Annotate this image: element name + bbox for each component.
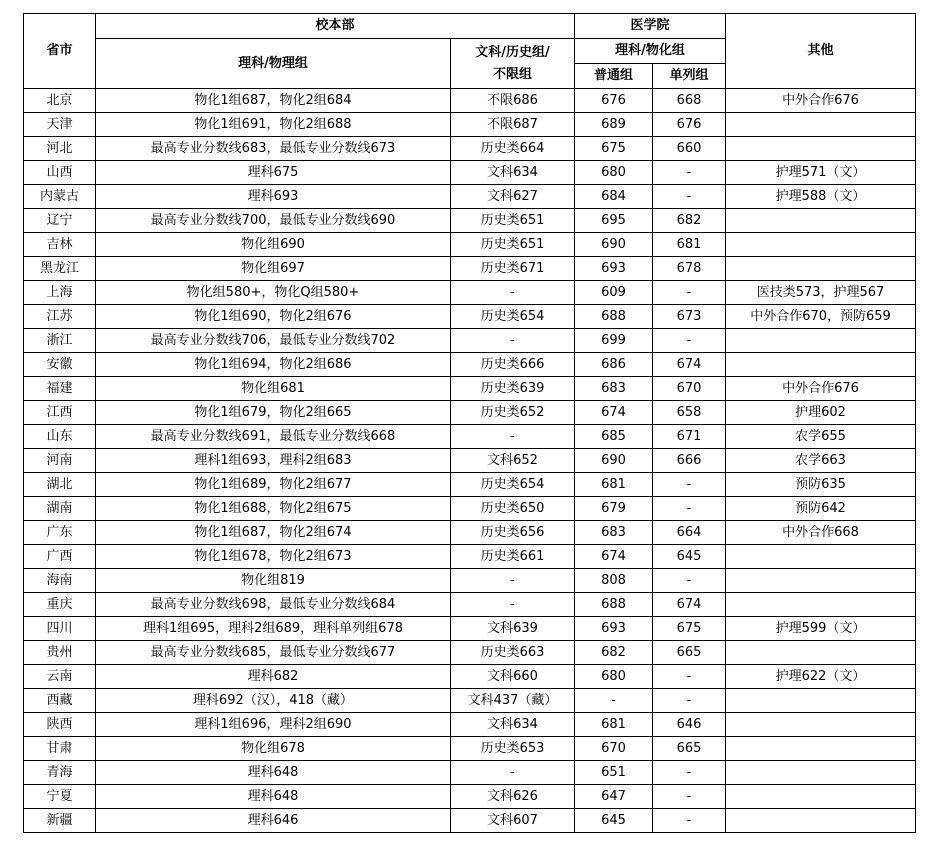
header-arts bbox=[451, 39, 575, 89]
other-score-cell: 中外合作670，预防659 bbox=[726, 305, 916, 329]
table-row bbox=[24, 809, 916, 833]
medical-separate-cell: 666 bbox=[653, 449, 726, 473]
medical-general-cell: 693 bbox=[575, 617, 653, 641]
province-cell: 福建 bbox=[24, 377, 96, 401]
science-score-cell: 物化1组691，物化2组688 bbox=[96, 113, 451, 137]
medical-separate-cell: - bbox=[653, 497, 726, 521]
header-province: 省市 bbox=[24, 14, 96, 89]
medical-separate-cell: - bbox=[653, 185, 726, 209]
table-row bbox=[24, 545, 916, 569]
other-score-cell: 预防642 bbox=[726, 497, 916, 521]
arts-score-cell: - bbox=[451, 761, 575, 785]
other-score-cell: 农学655 bbox=[726, 425, 916, 449]
science-score-cell: 理科648 bbox=[96, 761, 451, 785]
table-row bbox=[24, 593, 916, 617]
arts-score-cell: 历史类671 bbox=[451, 257, 575, 281]
province-cell: 吉林 bbox=[24, 233, 96, 257]
medical-separate-cell: 646 bbox=[653, 713, 726, 737]
arts-score-cell: 文科607 bbox=[451, 809, 575, 833]
medical-separate-cell: 665 bbox=[653, 641, 726, 665]
science-score-cell: 理科646 bbox=[96, 809, 451, 833]
table-row bbox=[24, 377, 916, 401]
science-score-cell: 物化组819 bbox=[96, 569, 451, 593]
medical-general-cell: 684 bbox=[575, 185, 653, 209]
medical-separate-cell: 675 bbox=[653, 617, 726, 641]
table-body bbox=[24, 89, 916, 833]
other-score-cell bbox=[726, 137, 916, 161]
medical-general-cell: 683 bbox=[575, 377, 653, 401]
province-cell: 广东 bbox=[24, 521, 96, 545]
arts-score-cell: 文科639 bbox=[451, 617, 575, 641]
medical-general-cell: 699 bbox=[575, 329, 653, 353]
province-cell: 陕西 bbox=[24, 713, 96, 737]
province-cell: 重庆 bbox=[24, 593, 96, 617]
medical-general-cell: 645 bbox=[575, 809, 653, 833]
province-cell: 浙江 bbox=[24, 329, 96, 353]
medical-general-cell: 689 bbox=[575, 113, 653, 137]
table-row bbox=[24, 209, 916, 233]
science-score-cell: 物化1组687，物化2组674 bbox=[96, 521, 451, 545]
other-score-cell: 护理588（文） bbox=[726, 185, 916, 209]
table-row bbox=[24, 305, 916, 329]
arts-score-cell: 历史类661 bbox=[451, 545, 575, 569]
other-score-cell: 护理571（文） bbox=[726, 161, 916, 185]
science-score-cell: 物化1组688，物化2组675 bbox=[96, 497, 451, 521]
medical-separate-cell: 681 bbox=[653, 233, 726, 257]
science-score-cell: 物化组681 bbox=[96, 377, 451, 401]
arts-score-cell: 历史类656 bbox=[451, 521, 575, 545]
header-main-campus: 校本部 bbox=[96, 14, 575, 39]
other-score-cell bbox=[726, 113, 916, 137]
province-cell: 广西 bbox=[24, 545, 96, 569]
arts-score-cell: 历史类666 bbox=[451, 353, 575, 377]
other-score-cell: 护理599（文） bbox=[726, 617, 916, 641]
table-row bbox=[24, 353, 916, 377]
medical-general-cell: 682 bbox=[575, 641, 653, 665]
medical-general-cell: 808 bbox=[575, 569, 653, 593]
medical-general-cell: 674 bbox=[575, 401, 653, 425]
table-row bbox=[24, 89, 916, 113]
table-row bbox=[24, 689, 916, 713]
medical-general-cell: 693 bbox=[575, 257, 653, 281]
medical-general-cell: 683 bbox=[575, 521, 653, 545]
medical-separate-cell: 682 bbox=[653, 209, 726, 233]
table-row bbox=[24, 761, 916, 785]
arts-score-cell: 文科652 bbox=[451, 449, 575, 473]
arts-score-cell: - bbox=[451, 569, 575, 593]
medical-separate-cell: 674 bbox=[653, 353, 726, 377]
medical-general-cell: - bbox=[575, 689, 653, 713]
province-cell: 宁夏 bbox=[24, 785, 96, 809]
science-score-cell: 理科675 bbox=[96, 161, 451, 185]
table-row bbox=[24, 185, 916, 209]
province-cell: 山西 bbox=[24, 161, 96, 185]
medical-general-cell: 686 bbox=[575, 353, 653, 377]
province-cell: 河北 bbox=[24, 137, 96, 161]
medical-separate-cell: 673 bbox=[653, 305, 726, 329]
arts-score-cell: 文科626 bbox=[451, 785, 575, 809]
medical-separate-cell: 660 bbox=[653, 137, 726, 161]
other-score-cell: 中外合作676 bbox=[726, 89, 916, 113]
arts-score-cell: 文科437（藏） bbox=[451, 689, 575, 713]
table-row bbox=[24, 737, 916, 761]
medical-separate-cell: 645 bbox=[653, 545, 726, 569]
table-row bbox=[24, 713, 916, 737]
science-score-cell: 物化组678 bbox=[96, 737, 451, 761]
table-row bbox=[24, 641, 916, 665]
table-row bbox=[24, 665, 916, 689]
medical-separate-cell: 670 bbox=[653, 377, 726, 401]
medical-general-cell: 680 bbox=[575, 665, 653, 689]
other-score-cell bbox=[726, 809, 916, 833]
arts-score-cell: 文科627 bbox=[451, 185, 575, 209]
science-score-cell: 物化组580+，物化Q组580+ bbox=[96, 281, 451, 305]
arts-score-cell: - bbox=[451, 281, 575, 305]
science-score-cell: 最高专业分数线700，最低专业分数线690 bbox=[96, 209, 451, 233]
medical-general-cell: 647 bbox=[575, 785, 653, 809]
table-row bbox=[24, 497, 916, 521]
medical-general-cell: 690 bbox=[575, 233, 653, 257]
header-medical-school: 医学院 bbox=[575, 14, 726, 39]
science-score-cell: 物化组697 bbox=[96, 257, 451, 281]
medical-separate-cell: - bbox=[653, 569, 726, 593]
medical-separate-cell: - bbox=[653, 329, 726, 353]
province-cell: 青海 bbox=[24, 761, 96, 785]
arts-score-cell: 历史类663 bbox=[451, 641, 575, 665]
arts-score-cell: 文科634 bbox=[451, 713, 575, 737]
other-score-cell bbox=[726, 713, 916, 737]
header-science: 理科/物理组 bbox=[96, 39, 451, 89]
medical-separate-cell: 665 bbox=[653, 737, 726, 761]
header-arts-line1: 文科/历史组/ bbox=[475, 44, 550, 60]
science-score-cell: 物化1组689，物化2组677 bbox=[96, 473, 451, 497]
science-score-cell: 理科692（汉），418（藏） bbox=[96, 689, 451, 713]
province-cell: 上海 bbox=[24, 281, 96, 305]
other-score-cell: 护理622（文） bbox=[726, 665, 916, 689]
science-score-cell: 最高专业分数线683，最低专业分数线673 bbox=[96, 137, 451, 161]
header-separate-group: 单列组 bbox=[653, 64, 726, 89]
province-cell: 云南 bbox=[24, 665, 96, 689]
province-cell: 安徽 bbox=[24, 353, 96, 377]
province-cell: 河南 bbox=[24, 449, 96, 473]
table-row bbox=[24, 161, 916, 185]
table-row bbox=[24, 113, 916, 137]
header-arts-line2: 不限组 bbox=[493, 66, 533, 82]
arts-score-cell: 历史类639 bbox=[451, 377, 575, 401]
arts-score-cell: - bbox=[451, 593, 575, 617]
arts-score-cell: 历史类651 bbox=[451, 209, 575, 233]
medical-general-cell: 679 bbox=[575, 497, 653, 521]
arts-score-cell: 历史类651 bbox=[451, 233, 575, 257]
province-cell: 西藏 bbox=[24, 689, 96, 713]
science-score-cell: 理科682 bbox=[96, 665, 451, 689]
medical-separate-cell: - bbox=[653, 281, 726, 305]
table-row bbox=[24, 521, 916, 545]
medical-general-cell: 651 bbox=[575, 761, 653, 785]
medical-separate-cell: - bbox=[653, 761, 726, 785]
province-cell: 江苏 bbox=[24, 305, 96, 329]
medical-general-cell: 695 bbox=[575, 209, 653, 233]
other-score-cell bbox=[726, 761, 916, 785]
province-cell: 湖北 bbox=[24, 473, 96, 497]
table-row bbox=[24, 569, 916, 593]
province-cell: 黑龙江 bbox=[24, 257, 96, 281]
medical-general-cell: 680 bbox=[575, 161, 653, 185]
province-cell: 四川 bbox=[24, 617, 96, 641]
other-score-cell bbox=[726, 209, 916, 233]
medical-separate-cell: - bbox=[653, 785, 726, 809]
medical-general-cell: 674 bbox=[575, 545, 653, 569]
table-row bbox=[24, 449, 916, 473]
medical-general-cell: 688 bbox=[575, 305, 653, 329]
table-row bbox=[24, 425, 916, 449]
other-score-cell: 医技类573，护理567 bbox=[726, 281, 916, 305]
medical-separate-cell: 674 bbox=[653, 593, 726, 617]
science-score-cell: 物化1组678，物化2组673 bbox=[96, 545, 451, 569]
science-score-cell: 理科1组696，理科2组690 bbox=[96, 713, 451, 737]
table-row bbox=[24, 329, 916, 353]
medical-general-cell: 681 bbox=[575, 473, 653, 497]
province-cell: 海南 bbox=[24, 569, 96, 593]
science-score-cell: 最高专业分数线691，最低专业分数线668 bbox=[96, 425, 451, 449]
other-score-cell bbox=[726, 785, 916, 809]
medical-general-cell: 681 bbox=[575, 713, 653, 737]
science-score-cell: 物化1组694，物化2组686 bbox=[96, 353, 451, 377]
arts-score-cell: 历史类654 bbox=[451, 305, 575, 329]
province-cell: 甘肃 bbox=[24, 737, 96, 761]
arts-score-cell: 文科634 bbox=[451, 161, 575, 185]
other-score-cell bbox=[726, 353, 916, 377]
province-cell: 湖南 bbox=[24, 497, 96, 521]
medical-general-cell: 609 bbox=[575, 281, 653, 305]
arts-score-cell: 历史类650 bbox=[451, 497, 575, 521]
science-score-cell: 最高专业分数线685，最低专业分数线677 bbox=[96, 641, 451, 665]
arts-score-cell: - bbox=[451, 329, 575, 353]
science-score-cell: 理科648 bbox=[96, 785, 451, 809]
province-cell: 山东 bbox=[24, 425, 96, 449]
province-cell: 江西 bbox=[24, 401, 96, 425]
province-cell: 贵州 bbox=[24, 641, 96, 665]
table-row bbox=[24, 281, 916, 305]
other-score-cell bbox=[726, 689, 916, 713]
other-score-cell: 中外合作676 bbox=[726, 377, 916, 401]
other-score-cell bbox=[726, 593, 916, 617]
arts-score-cell: 不限687 bbox=[451, 113, 575, 137]
arts-score-cell: 历史类664 bbox=[451, 137, 575, 161]
medical-general-cell: 676 bbox=[575, 89, 653, 113]
other-score-cell: 预防635 bbox=[726, 473, 916, 497]
medical-general-cell: 685 bbox=[575, 425, 653, 449]
science-score-cell: 理科693 bbox=[96, 185, 451, 209]
arts-score-cell: 历史类653 bbox=[451, 737, 575, 761]
table-row bbox=[24, 785, 916, 809]
medical-separate-cell: - bbox=[653, 473, 726, 497]
province-cell: 内蒙古 bbox=[24, 185, 96, 209]
medical-separate-cell: - bbox=[653, 665, 726, 689]
province-cell: 天津 bbox=[24, 113, 96, 137]
other-score-cell: 农学663 bbox=[726, 449, 916, 473]
table-row bbox=[24, 233, 916, 257]
medical-general-cell: 688 bbox=[575, 593, 653, 617]
arts-score-cell: - bbox=[451, 425, 575, 449]
other-score-cell bbox=[726, 569, 916, 593]
medical-general-cell: 690 bbox=[575, 449, 653, 473]
medical-separate-cell: 671 bbox=[653, 425, 726, 449]
science-score-cell: 理科1组693，理科2组683 bbox=[96, 449, 451, 473]
medical-separate-cell: 676 bbox=[653, 113, 726, 137]
other-score-cell bbox=[726, 233, 916, 257]
table-row bbox=[24, 137, 916, 161]
science-score-cell: 理科1组695，理科2组689，理科单列组678 bbox=[96, 617, 451, 641]
table-header bbox=[24, 14, 916, 89]
header-other: 其他 bbox=[726, 14, 916, 89]
admission-score-table bbox=[23, 13, 916, 833]
science-score-cell: 物化1组687，物化2组684 bbox=[96, 89, 451, 113]
other-score-cell bbox=[726, 545, 916, 569]
science-score-cell: 物化1组690，物化2组676 bbox=[96, 305, 451, 329]
other-score-cell: 护理602 bbox=[726, 401, 916, 425]
medical-separate-cell: 658 bbox=[653, 401, 726, 425]
medical-separate-cell: - bbox=[653, 689, 726, 713]
header-medical-science: 理科/物化组 bbox=[575, 39, 726, 64]
table-row bbox=[24, 257, 916, 281]
table-row bbox=[24, 473, 916, 497]
science-score-cell: 物化组690 bbox=[96, 233, 451, 257]
other-score-cell bbox=[726, 641, 916, 665]
medical-separate-cell: - bbox=[653, 161, 726, 185]
province-cell: 北京 bbox=[24, 89, 96, 113]
province-cell: 新疆 bbox=[24, 809, 96, 833]
medical-general-cell: 670 bbox=[575, 737, 653, 761]
other-score-cell bbox=[726, 329, 916, 353]
table-row bbox=[24, 401, 916, 425]
science-score-cell: 最高专业分数线706，最低专业分数线702 bbox=[96, 329, 451, 353]
arts-score-cell: 不限686 bbox=[451, 89, 575, 113]
table-row bbox=[24, 617, 916, 641]
header-general-group: 普通组 bbox=[575, 64, 653, 89]
medical-separate-cell: 664 bbox=[653, 521, 726, 545]
other-score-cell: 中外合作668 bbox=[726, 521, 916, 545]
science-score-cell: 最高专业分数线698，最低专业分数线684 bbox=[96, 593, 451, 617]
arts-score-cell: 历史类652 bbox=[451, 401, 575, 425]
medical-separate-cell: - bbox=[653, 809, 726, 833]
province-cell: 辽宁 bbox=[24, 209, 96, 233]
medical-separate-cell: 678 bbox=[653, 257, 726, 281]
other-score-cell bbox=[726, 737, 916, 761]
arts-score-cell: 历史类654 bbox=[451, 473, 575, 497]
medical-separate-cell: 668 bbox=[653, 89, 726, 113]
other-score-cell bbox=[726, 257, 916, 281]
arts-score-cell: 文科660 bbox=[451, 665, 575, 689]
medical-general-cell: 675 bbox=[575, 137, 653, 161]
science-score-cell: 物化1组679，物化2组665 bbox=[96, 401, 451, 425]
